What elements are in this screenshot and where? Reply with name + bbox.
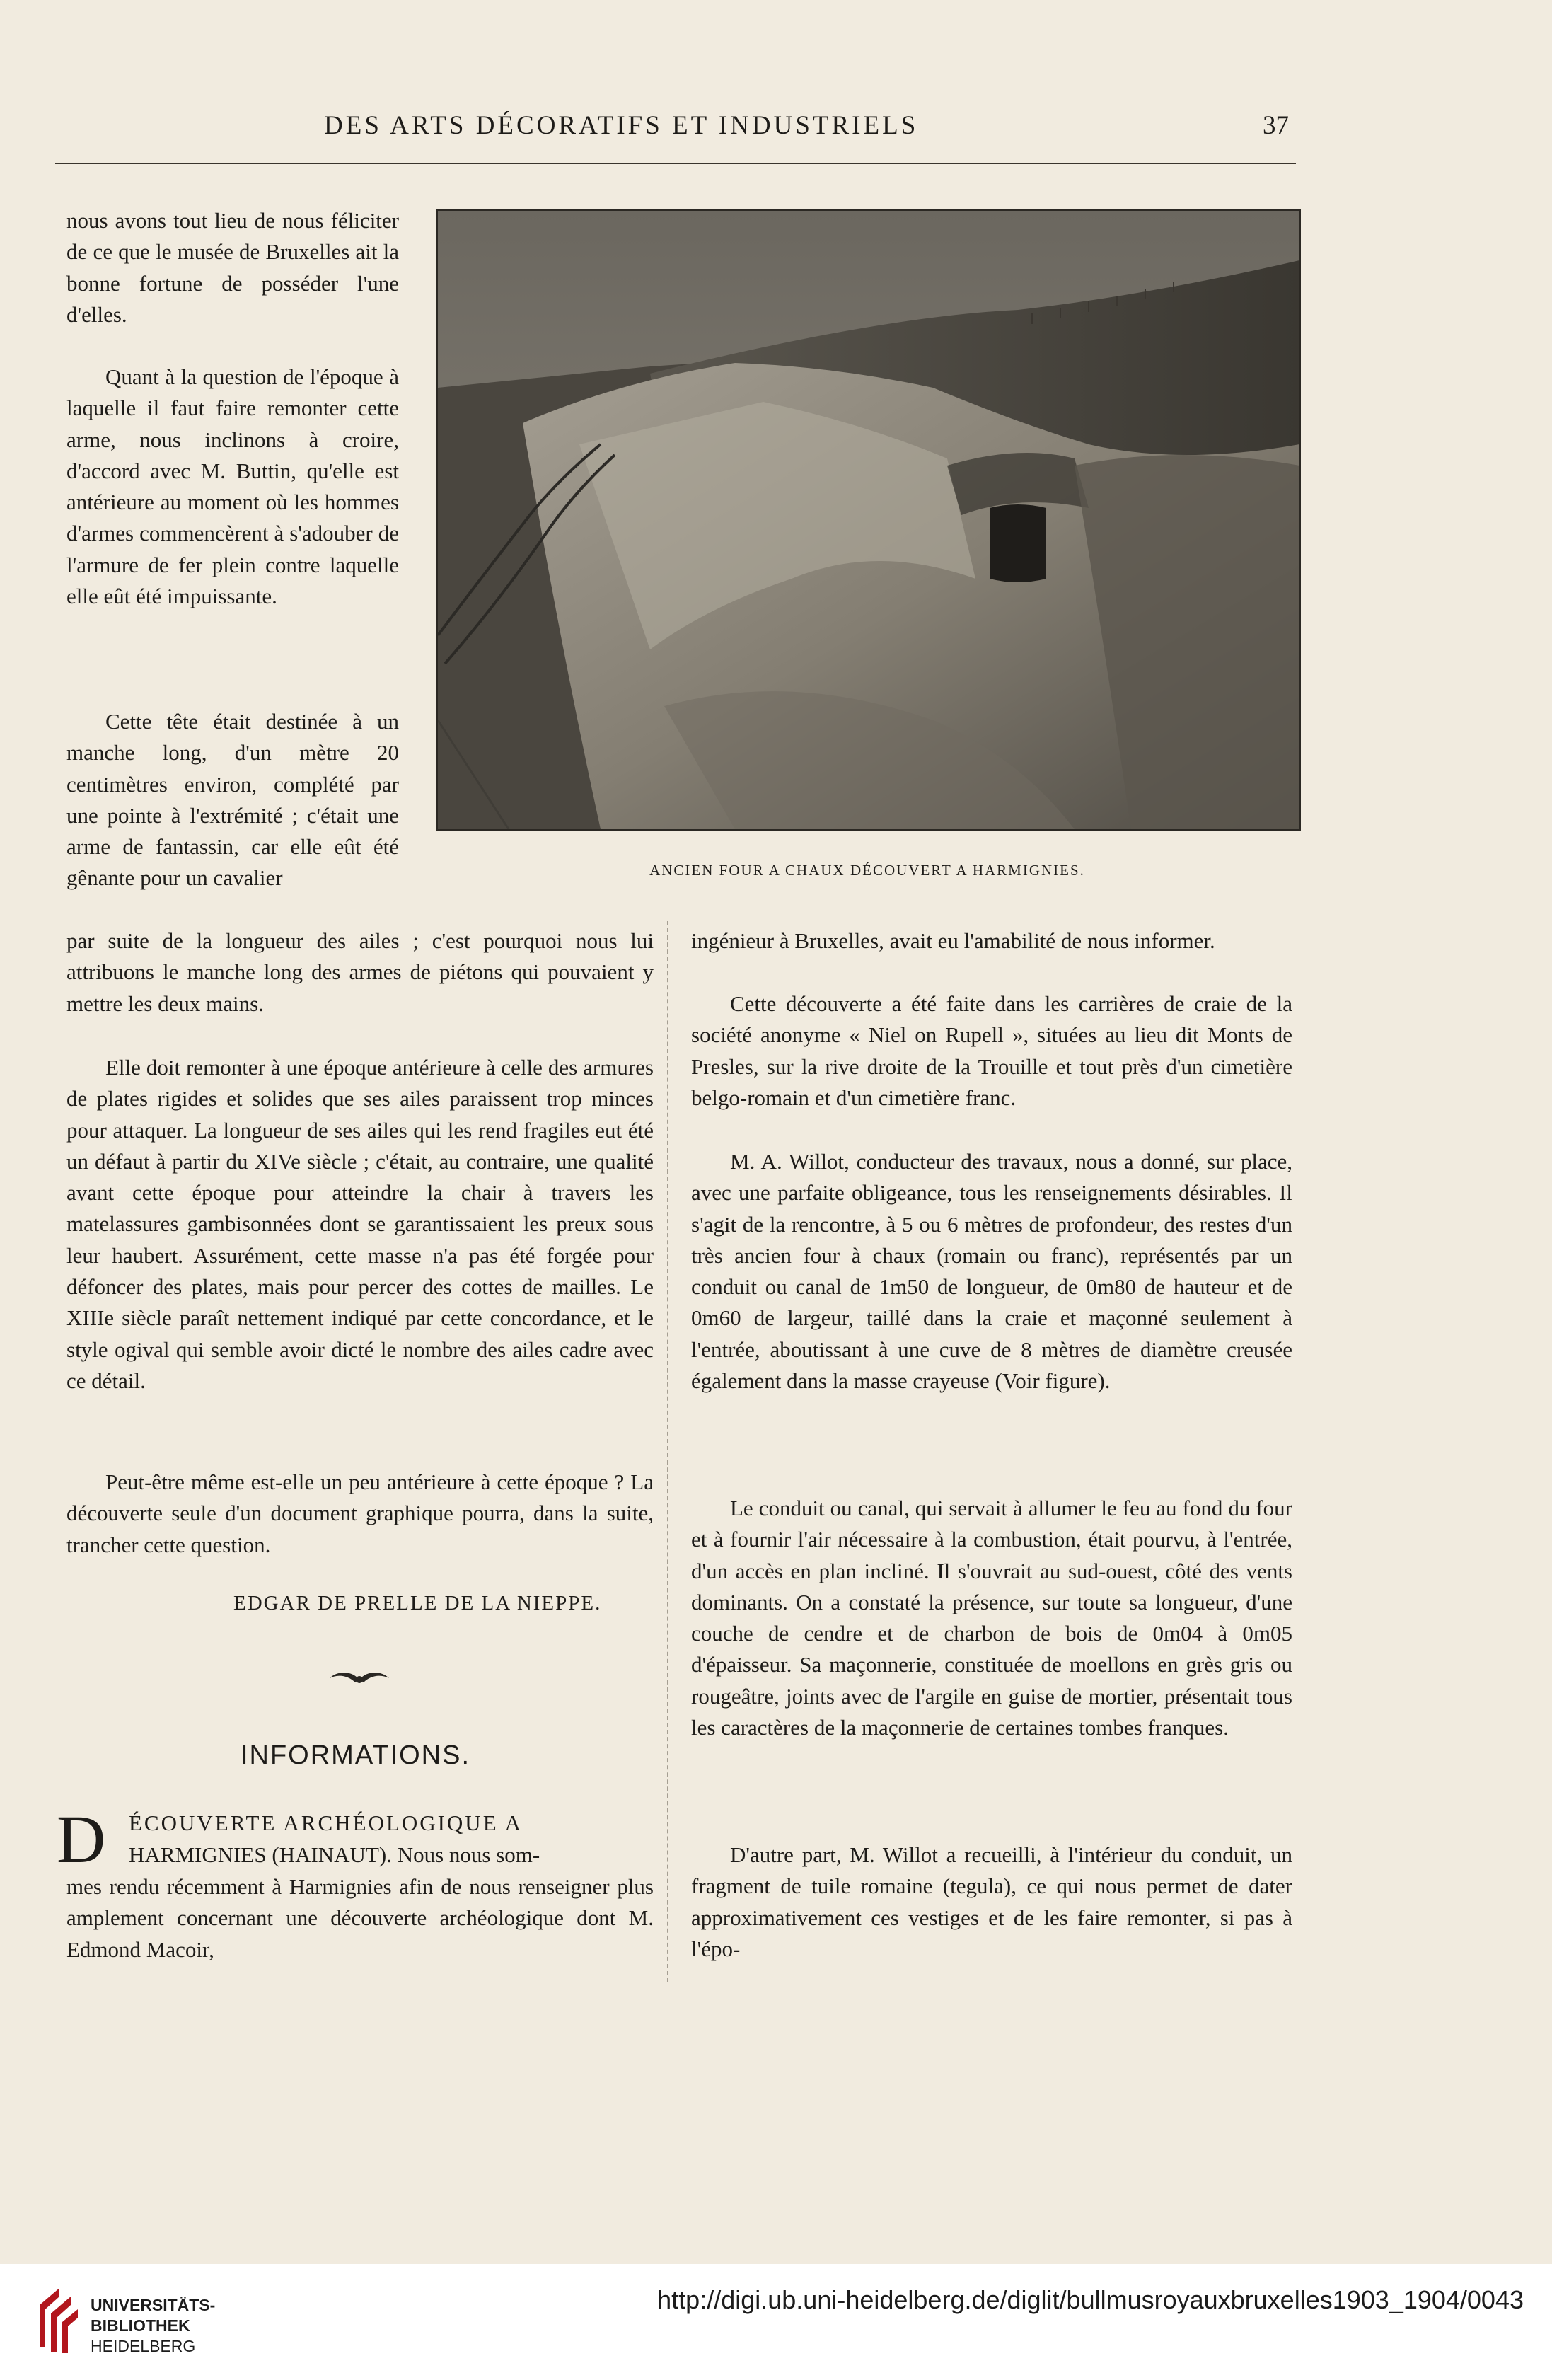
section-heading-informations: INFORMATIONS. <box>240 1740 471 1770</box>
paragraph-left-3: Cette tête était destinée à un manche long, d'un mètre 20 centimètres environ, complété par une pointe à l'extrémité ; c'était une arme de fantassin, car elle eût été gênante pour un cavalier <box>66 709 399 891</box>
column-rule <box>667 921 668 1982</box>
paragraph-left-2: Quant à la question de l'époque à laquelle il faut faire remonter cette arme, nous inclinons à croire, d'accord avec M. Buttin, qu'elle est antérieure au moment où les hommes d'armes commencèrent à s'adouber de l'armure de fer plein contre laquelle elle eût été impuissante. <box>66 364 399 609</box>
photo-caption: ANCIEN FOUR A CHAUX DÉCOUVERT A HARMIGNIES. <box>649 862 1085 879</box>
article-continuation: mes rendu récemment à Harmignies afin de nous renseigner plus amplement concernant une découverte archéologique dont M. Edmond Macoir, <box>66 1874 654 1962</box>
library-name-line-3: HEIDELBERG <box>91 2337 196 2355</box>
ornament-divider <box>327 1664 392 1691</box>
paragraph-left-4: par suite de la longueur des ailes ; c'est pourquoi nous lui attribuons le manche long des armes de piétons qui pouvaient y mettre les deux mains. <box>66 928 654 1016</box>
running-header <box>55 106 1296 164</box>
paragraph-right-4: Le conduit ou canal, qui servait à allumer le feu au fond du four et à fournir l'air nécessaire à la combustion, était pourvu, à l'entrée, d'un accès en plan incliné. Il s'ouvrait au sud-ouest, côté des vents dominants. On a constaté la présence, sur toute sa longueur, d'une couche de cendre et de charbon de bois de 0m04 à 0m05 d'épaisseur. Sa maçonnerie, constituée de moellons en grès gris ou rougeâtre, joints avec de l'argile en guise de mortier, présentait tous les caractères de la maçonnerie de certaines tombes franques. <box>691 1496 1292 1740</box>
running-title: DES ARTS DÉCORATIFS ET INDUSTRIELS <box>324 111 919 140</box>
paragraph-left-1: nous avons tout lieu de nous féliciter de ce que le musée de Bruxelles ait la bonne fortune de posséder l'une d'elles. <box>66 208 399 327</box>
library-name <box>91 2295 215 2357</box>
paragraph-right-2: Cette découverte a été faite dans les carrières de craie de la société anonyme « Niel on Rupell », situées au lieu dit Monts de Presles, sur la rive droite de la Trouille et tout près d'un cimetière belgo-romain et d'un cimetière franc. <box>691 991 1292 1110</box>
lime-kiln-photograph <box>436 209 1301 831</box>
paragraph-right-1: ingénieur à Bruxelles, avait eu l'amabilité de nous informer. <box>691 928 1215 953</box>
library-name-line-2: BIBLIOTHEK <box>91 2316 190 2335</box>
source-url-link[interactable]: http://digi.ub.uni-heidelberg.de/diglit/bullmusroyauxbruxelles1903_1904/0043 <box>657 2285 1524 2314</box>
library-footer <box>0 2264 1552 2380</box>
university-library-logo-icon <box>35 2284 81 2357</box>
drop-cap: D <box>57 1801 106 1877</box>
page-number: 37 <box>1263 111 1289 140</box>
article-first-line: ÉCOUVERTE ARCHÉOLOGIQUE A <box>129 1810 523 1835</box>
paragraph-left-6: Peut-être même est-elle un peu antérieure à cette époque ? La découverte seule d'un document graphique pourra, dans la suite, trancher cette question. <box>66 1469 654 1557</box>
article-second-line: HARMIGNIES (HAINAUT). Nous nous som- <box>129 1842 540 1867</box>
paragraph-left-5: Elle doit remonter à une époque antérieure à celle des armures de plates rigides et solides que ses ailes paraissent trop minces pour attaquer. La longueur de ses ailes qui les rend fragiles eut été un défaut à partir du XIVe siècle ; c'était, au contraire, une qualité avant cette époque pour atteindre la chair à travers les matelassures gambisonnées dont se garantissaient les preux sous leur haubert. Assurément, cette masse n'a pas été forgée pour défoncer des plates, mais pour percer des cottes de mailles. Le XIIIe siècle paraît nettement indiqué par cette concordance, et le style ogival qui semble avoir dicté le nombre des ailes cadre avec ce détail. <box>66 1055 654 1393</box>
paragraph-right-5: D'autre part, M. Willot a recueilli, à l'intérieur du conduit, un fragment de tuile romaine (tegula), ce qui nous permet de dater approximativement ces vestiges et de les faire remonter, si pas à l'épo- <box>691 1842 1292 1961</box>
paragraph-right-3: M. A. Willot, conducteur des travaux, nous a donné, sur place, avec une parfaite obligeance, tous les renseignements désirables. Il s'agit de la rencontre, à 5 ou 6 mètres de profondeur, des restes d'un très ancien four à chaux (romain ou franc), représentés par un conduit ou canal de 1m50 de longueur, de 0m80 de hauteur et de 0m60 de largeur, taillé dans la craie et maçonné seulement à l'entrée, aboutissant à une cuve de 8 mètres de diamètre creusée également dans la masse crayeuse (Voir figure). <box>691 1149 1292 1394</box>
library-name-line-1: UNIVERSITÄTS- <box>91 2296 216 2314</box>
author-signature: EDGAR DE PRELLE DE LA NIEPPE. <box>233 1592 602 1614</box>
